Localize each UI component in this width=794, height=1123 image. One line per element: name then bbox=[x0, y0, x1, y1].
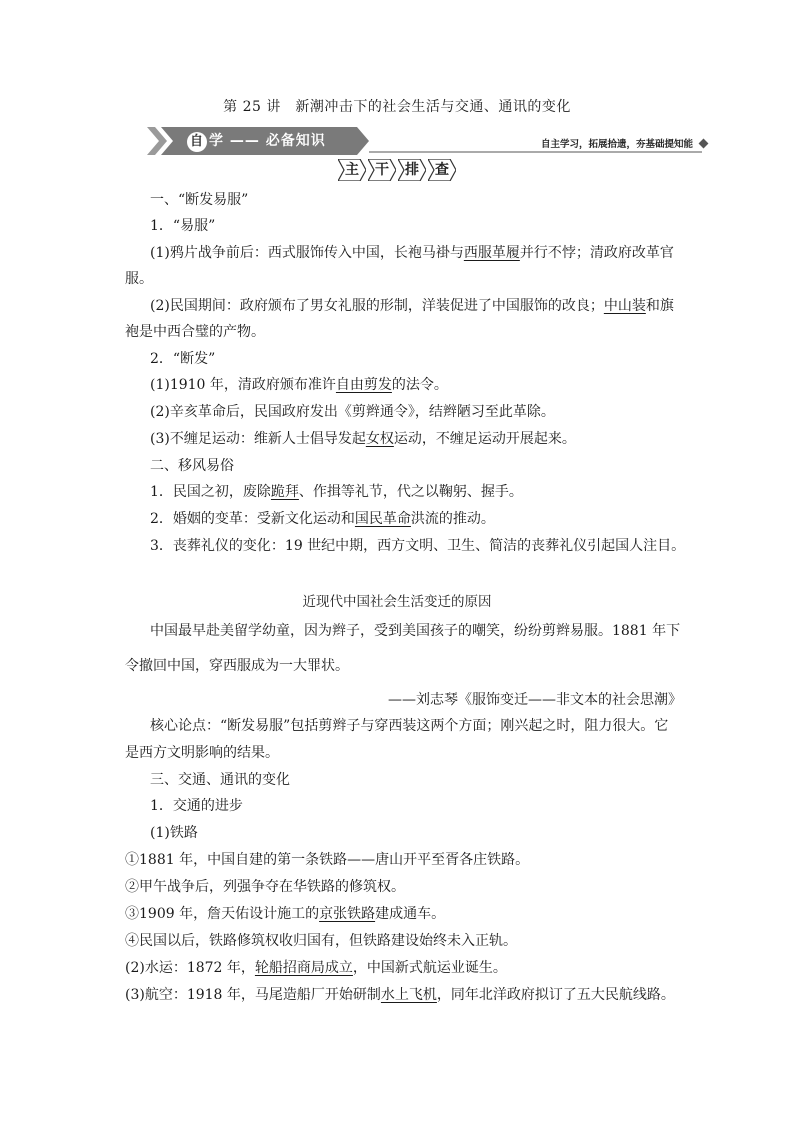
para-2-line-2: 袍是中西合璧的产物。 bbox=[125, 324, 265, 340]
section-1-heading: 一、“断发易服” bbox=[150, 192, 249, 208]
para-1-line-1: (1)鸦片战争前后：西式服饰传入中国，长袍马褂与西服革履并行不悖；清政府改革官 bbox=[150, 245, 674, 261]
rail-item-1: ①1881 年，中国自建的第一条铁路——唐山开平至胥各庄铁路。 bbox=[125, 852, 530, 868]
custom-item-1: 1．民国之初，废除跪拜、作揖等礼节，代之以鞠躬、握手。 bbox=[150, 484, 523, 500]
custom-item-2: 2．婚姻的变革：受新文化运动和国民革命洪流的推动。 bbox=[150, 511, 495, 527]
water-item: (2)水运：1872 年，轮船招商局成立，中国新式航运业诞生。 bbox=[125, 960, 507, 976]
section-banner bbox=[147, 127, 707, 155]
sub-heading-duanfa: 2．“断发” bbox=[150, 351, 216, 367]
sub-heading-yifu: 1．“易服” bbox=[150, 218, 216, 234]
duanfa-item-2: (2)辛亥革命后，民国政府发出《剪辫通令》，结辫陋习至此革除。 bbox=[150, 404, 555, 420]
quote-source: ——刘志琴《服饰变迁——非文本的社会思潮》 bbox=[388, 692, 682, 708]
duanfa-item-1: (1)1910 年，清政府颁布准许自由剪发的法令。 bbox=[150, 377, 448, 393]
pill-3: 排 bbox=[398, 159, 426, 181]
banner-label: 自 学 —— 必备知识 bbox=[187, 130, 326, 152]
section-3-heading: 三、交通、通讯的变化 bbox=[150, 772, 290, 788]
page-title: 第 25 讲 新潮冲击下的社会生活与交通、通讯的变化 bbox=[223, 99, 571, 115]
duanfa-item-3: (3)不缠足运动：维新人士倡导发起女权运动，不缠足运动开展起来。 bbox=[150, 431, 576, 447]
rail-heading: (1)铁路 bbox=[150, 825, 198, 841]
para-1-line-2: 服。 bbox=[125, 271, 153, 287]
reason-heading: 近现代中国社会生活变迁的原因 bbox=[302, 594, 492, 610]
section-2-heading: 二、移风易俗 bbox=[150, 458, 234, 474]
core-line-2: 是西方文明影响的结果。 bbox=[125, 745, 279, 761]
air-item: (3)航空：1918 年，马尾造船厂开始研制水上飞机，同年北洋政府拟订了五大民航线路。 bbox=[125, 987, 675, 1003]
para-2-line-1: (2)民国期间：政府颁布了男女礼服的形制，洋装促进了中国服饰的改良；中山装和旗 bbox=[150, 298, 674, 314]
pill-2: 干 bbox=[368, 159, 396, 181]
rail-item-3: ③1909 年，詹天佑设计施工的京张铁路建成通车。 bbox=[125, 906, 446, 922]
banner-subtitle: 自主学习，拓展拾遗，夯基础提知能 bbox=[540, 139, 693, 150]
pill-1: 主 bbox=[338, 159, 366, 181]
quote-line-2: 令撤回中国，穿西服成为一大罪状。 bbox=[125, 658, 349, 674]
sub-heading-traffic: 1．交通的进步 bbox=[150, 798, 243, 814]
quote-line-1: 中国最早赴美留学幼童，因为辫子，受到美国孩子的嘲笑，纷纷剪辫易服。1881 年下 bbox=[150, 623, 681, 639]
core-line-1: 核心论点：“断发易服”包括剪辫子与穿西装这两个方面；刚兴起之时，阻力很大。它 bbox=[150, 718, 669, 734]
rail-item-2: ②甲午战争后，列强争夺在华铁路的修筑权。 bbox=[125, 879, 405, 895]
banner-circle: 自 bbox=[187, 132, 207, 152]
section-pills bbox=[0, 159, 794, 181]
rail-item-4: ④民国以后，铁路修筑权收归国有，但铁路建设始终未入正轨。 bbox=[125, 933, 517, 949]
custom-item-3: 3．丧葬礼仪的变化：19 世纪中期，西方文明、卫生、简洁的丧葬礼仪引起国人注目。 bbox=[150, 538, 686, 554]
pill-4: 查 bbox=[428, 159, 456, 181]
